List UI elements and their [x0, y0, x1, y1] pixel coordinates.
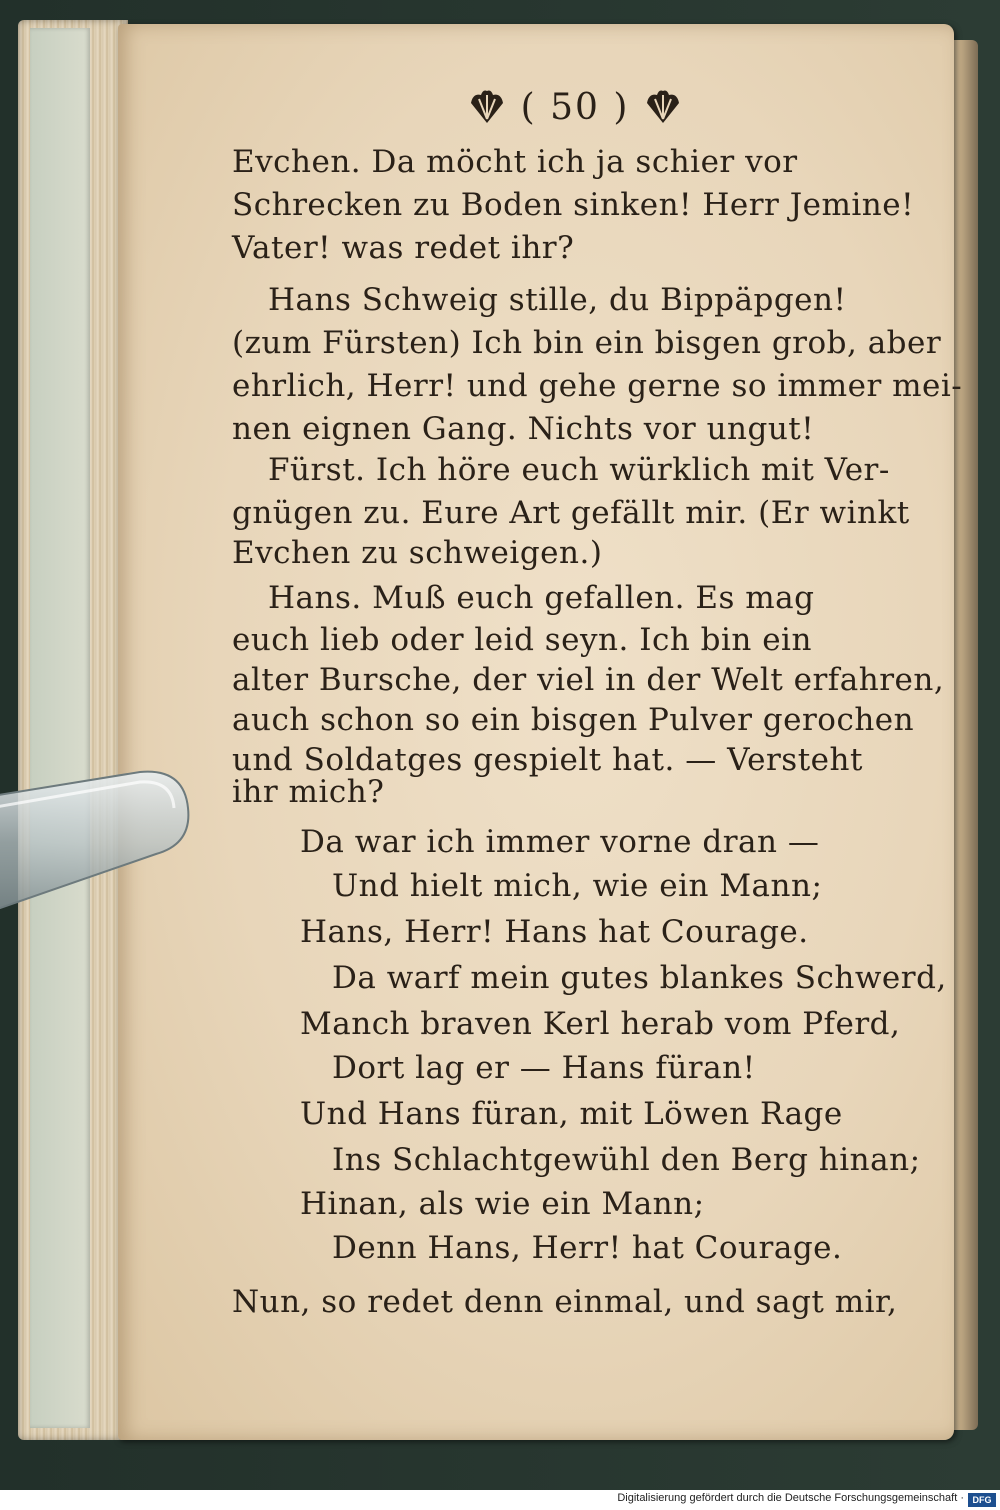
text-line: (zum Fürsten) Ich bin ein bisgen grob, aber	[232, 325, 942, 361]
verse-line: Hinan, als wie ein Mann;	[300, 1186, 705, 1222]
text-line: auch schon so ein bisgen Pulver gerochen	[232, 702, 915, 738]
verse-line: Denn Hans, Herr! hat Courage.	[332, 1230, 843, 1266]
glass-page-weight	[0, 768, 198, 918]
text-line: Evchen zu schweigen.)	[232, 535, 603, 571]
text-line: alter Bursche, der viel in der Welt erfahren,	[232, 662, 945, 698]
text-line: Vater! was redet ihr?	[232, 230, 575, 266]
text-line: euch lieb oder leid seyn. Ich bin ein	[232, 622, 812, 658]
text-line: Fürst. Ich höre euch würklich mit Ver-	[268, 452, 890, 488]
page-header	[430, 80, 720, 134]
page-number: ( 50 )	[520, 86, 630, 128]
verse-line: Und hielt mich, wie ein Mann;	[332, 868, 823, 904]
verse-line: Ins Schlachtgewühl den Berg hinan;	[332, 1142, 921, 1178]
shell-ornament-icon	[643, 87, 683, 127]
shell-ornament-icon	[467, 87, 507, 127]
verse-line: Dort lag er — Hans füran!	[332, 1050, 756, 1086]
text-line: Hans. Muß euch gefallen. Es mag	[268, 580, 815, 616]
footer-credit: Digitalisierung gefördert durch die Deutsche Forschungsgemeinschaft ·	[617, 1492, 964, 1504]
text-line: nen eignen Gang. Nichts vor ungut!	[232, 411, 815, 447]
verse-line: Da war ich immer vorne dran —	[300, 824, 820, 860]
text-line: Schrecken zu Boden sinken! Herr Jemine!	[232, 187, 915, 223]
verse-line: Da warf mein gutes blankes Schwerd,	[332, 960, 947, 996]
text-line: gnügen zu. Eure Art gefällt mir. (Er winkt	[232, 495, 910, 531]
text-line: Hans Schweig stille, du Bippäpgen!	[268, 282, 847, 318]
dfg-logo: DFG	[968, 1493, 996, 1507]
text-line: ehrlich, Herr! und gehe gerne so immer mei-	[232, 368, 963, 404]
verse-line: Hans, Herr! Hans hat Courage.	[300, 914, 809, 950]
text-line: ihr mich?	[232, 774, 385, 810]
text-line: Evchen. Da möcht ich ja schier vor	[232, 144, 798, 180]
verse-line: Manch braven Kerl herab vom Pferd,	[300, 1006, 901, 1042]
verse-line: Und Hans füran, mit Löwen Rage	[300, 1096, 843, 1132]
text-line: und Soldatges gespielt hat. — Versteht	[232, 742, 863, 778]
text-line: Nun, so redet denn einmal, und sagt mir,	[232, 1284, 898, 1320]
